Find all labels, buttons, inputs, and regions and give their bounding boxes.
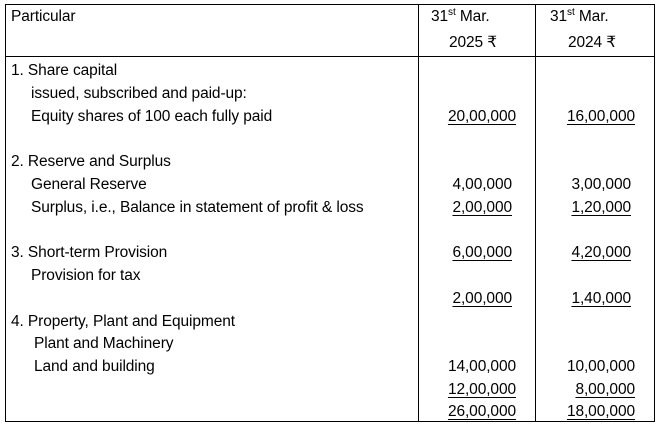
notes-table: [5, 4, 655, 422]
share-capital-subheading: issued, subscribed and paid-up:: [31, 85, 247, 102]
equity-2025-value: 20,00,000: [447, 108, 516, 125]
header-2025-date: 31st Mar.: [431, 7, 490, 25]
header-particular: Particular: [11, 8, 76, 25]
provision-2024-value: 1,40,000: [571, 290, 631, 307]
general-reserve-2024-value: 3,00,000: [571, 176, 631, 193]
provision-for-tax-label: Provision for tax: [31, 267, 141, 284]
ppe-total-2024-value: 18,00,000: [566, 403, 635, 420]
ppe-total-2025-value: 26,00,000: [447, 403, 516, 420]
ppe-heading: 4. Property, Plant and Equipment: [11, 313, 235, 330]
share-capital-heading: 1. Share capital: [11, 62, 118, 79]
plant-2024-value: 10,00,000: [566, 358, 635, 375]
land-2025-value: 12,00,000: [447, 381, 516, 398]
column-divider: [535, 5, 536, 421]
land-building-label: Land and building: [34, 358, 155, 375]
provision-heading: 3. Short-term Provision: [11, 244, 168, 261]
surplus-2025-value: 2,00,000: [452, 199, 512, 216]
reserves-total-2025-value: 6,00,000: [452, 244, 512, 261]
surplus-label: Surplus, i.e., Balance in statement of profit & loss: [31, 199, 364, 216]
plant-machinery-label: Plant and Machinery: [34, 335, 174, 352]
header-2025-year: 2025 ₹: [449, 34, 498, 51]
general-reserve-label: General Reserve: [31, 176, 147, 193]
header-divider: [6, 56, 654, 57]
header-2024-date: 31st Mar.: [550, 7, 609, 25]
provision-2025-value: 2,00,000: [452, 290, 512, 307]
general-reserve-2025-value: 4,00,000: [452, 176, 512, 193]
reserves-total-2024-value: 4,20,000: [571, 244, 631, 261]
equity-shares-label: Equity shares of 100 each fully paid: [31, 108, 273, 125]
equity-2024-value: 16,00,000: [566, 108, 635, 125]
column-divider: [418, 5, 419, 421]
surplus-2024-value: 1,20,000: [571, 199, 631, 216]
plant-2025-value: 14,00,000: [447, 358, 516, 375]
reserves-heading: 2. Reserve and Surplus: [11, 153, 171, 170]
land-2024-value: 8,00,000: [575, 381, 635, 398]
header-2024-year: 2024 ₹: [568, 34, 617, 51]
